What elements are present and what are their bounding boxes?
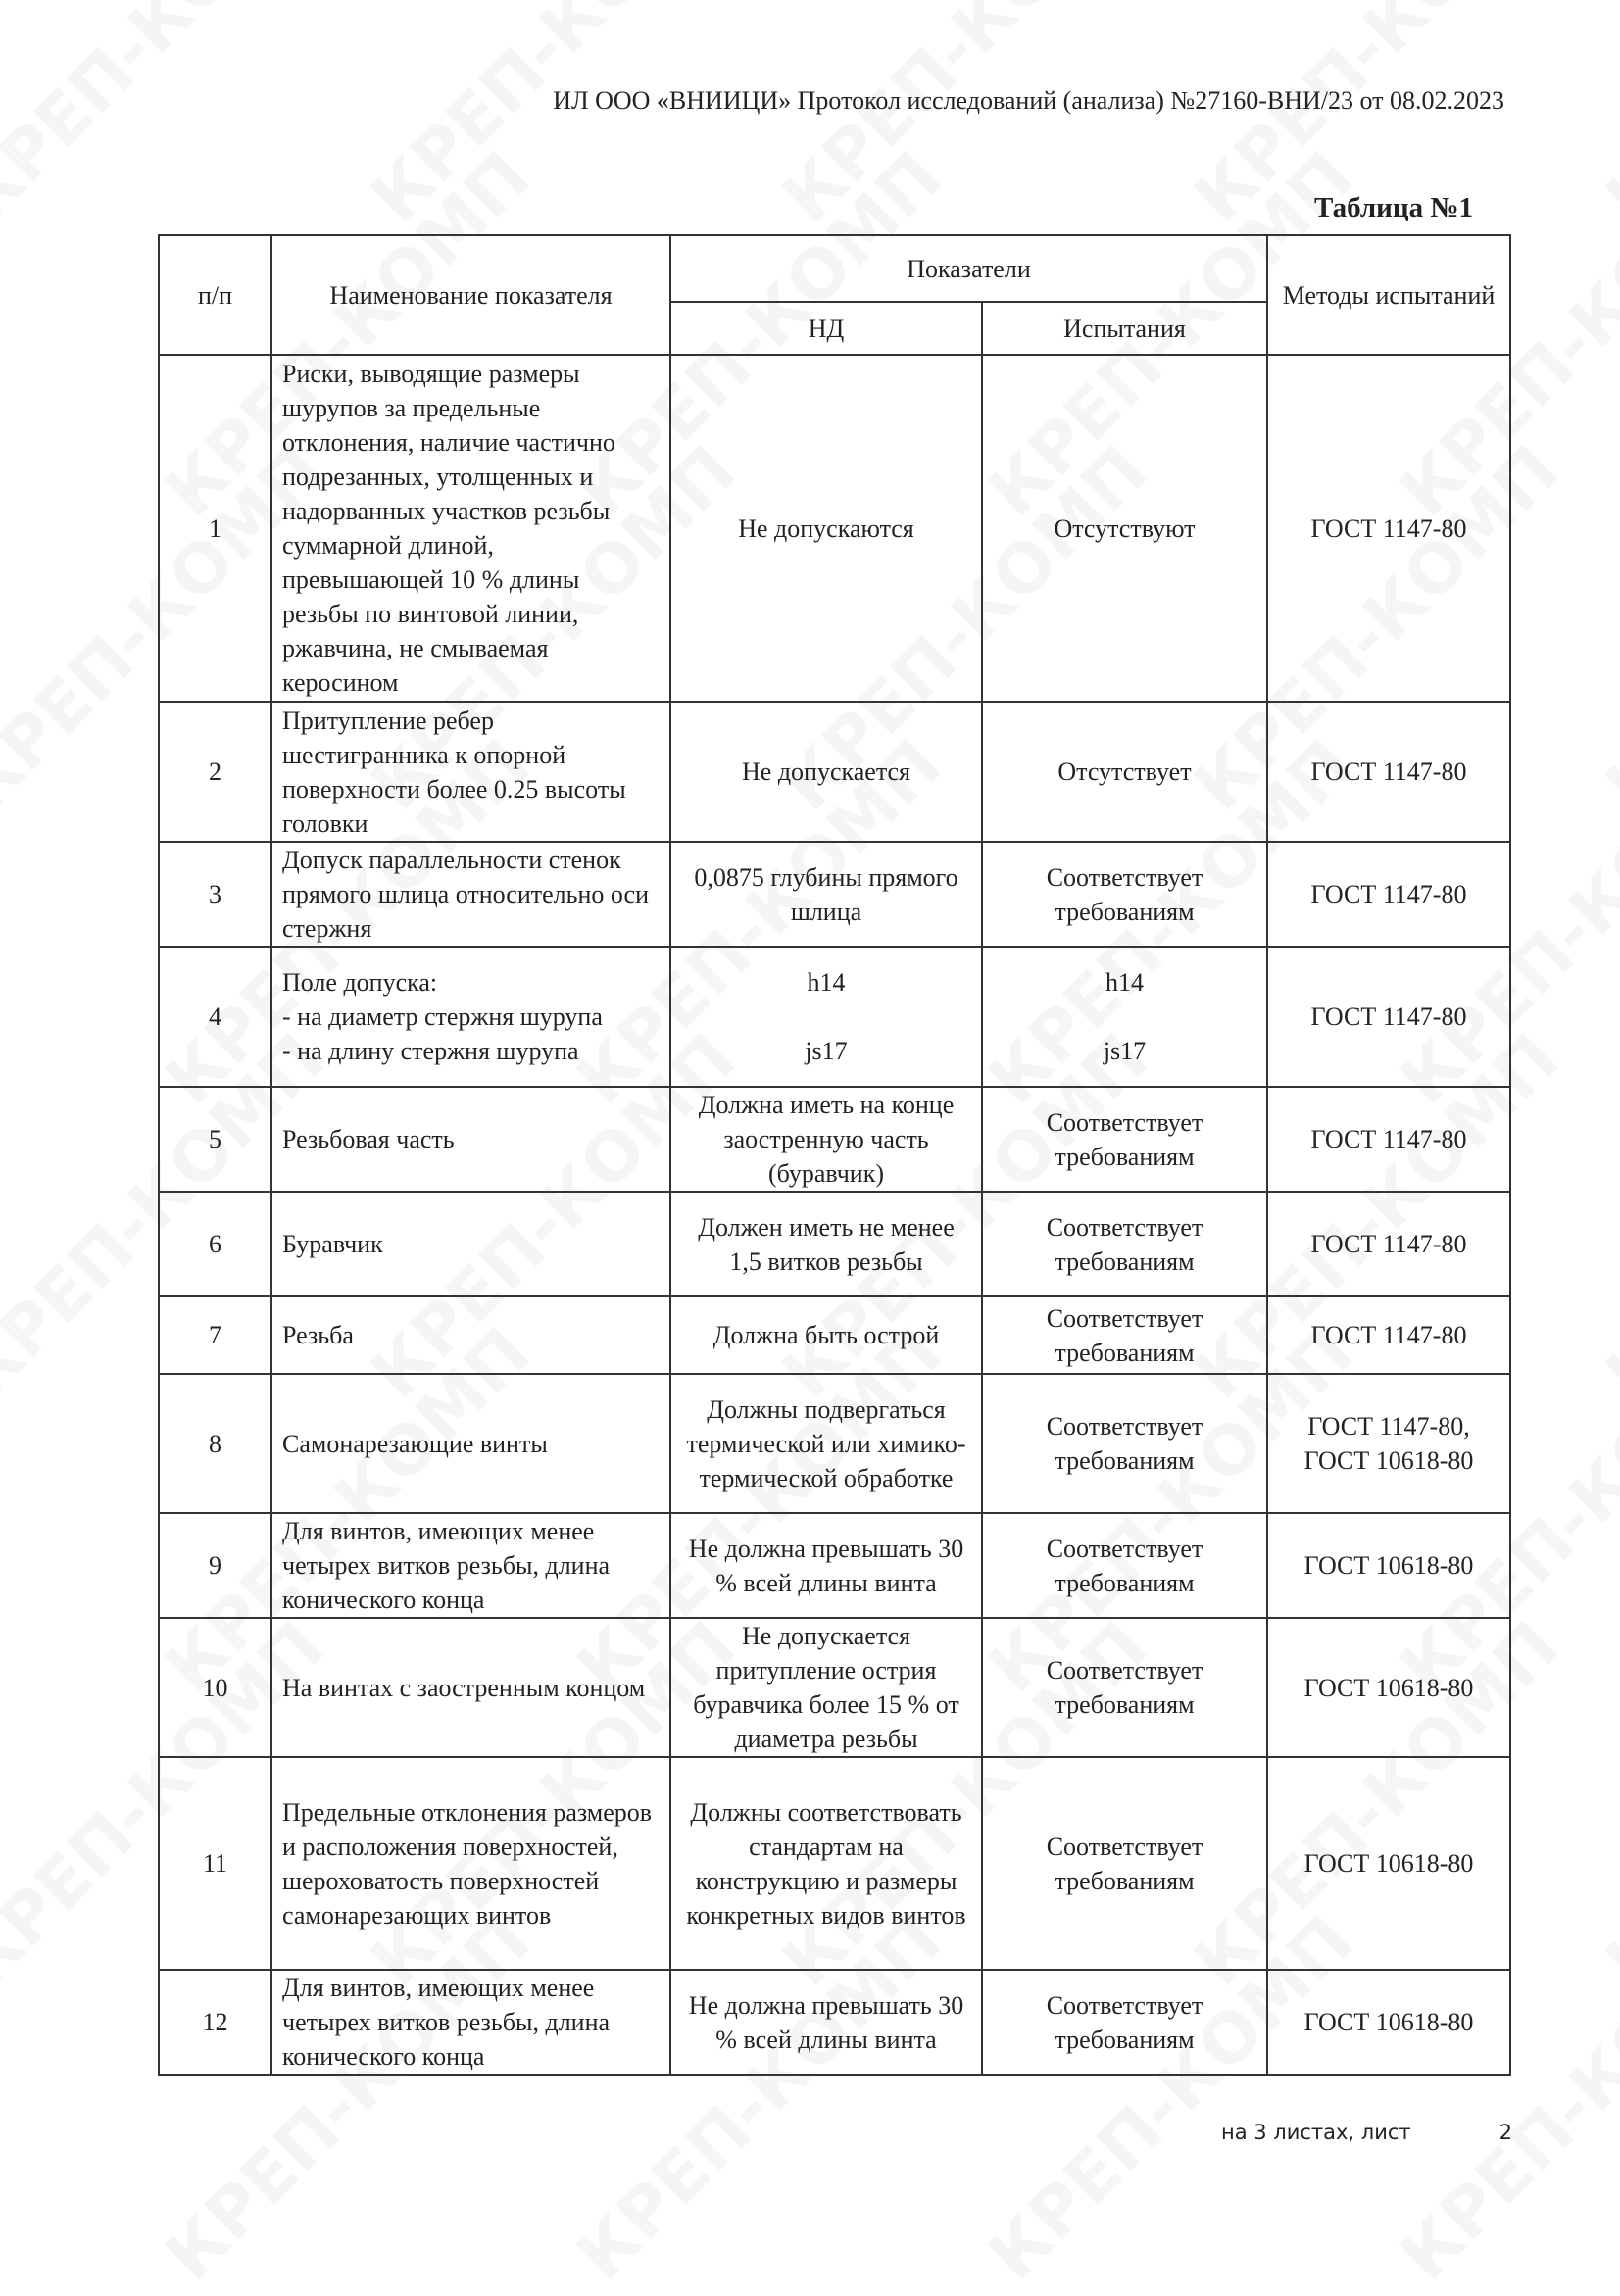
nd-value: Не допускаются: [670, 355, 982, 702]
indicator-name: Для винтов, имеющих менее четырех витков резьбы, длина конического конца: [271, 1513, 670, 1618]
table-row: [159, 1374, 1510, 1513]
row-number: 7: [159, 1296, 271, 1374]
row-number: 2: [159, 702, 271, 842]
page-footer: [1221, 2121, 1512, 2144]
test-result: Соответствует требованиям: [982, 1374, 1267, 1513]
table-row: [159, 842, 1510, 947]
header-methods: Методы испытаний: [1267, 235, 1510, 355]
watermark: [1591, 430, 1620, 826]
test-method: ГОСТ 1147-80, ГОСТ 10618-80: [1267, 1374, 1510, 1513]
test-result: Отсутствуют: [982, 355, 1267, 702]
indicator-name: Риски, выводящие размеры шурупов за предельные отклонения, наличие частично подрезанных, утолщенных и надорванных участков резьбы суммарной длиной, превышающей 10 % длины резьбы по винтовой линии, ржавчина, не смываемая керосином: [271, 355, 670, 702]
watermark: [767, 0, 1163, 238]
table-row: [159, 947, 1510, 1087]
test-result: h14 js17: [982, 947, 1267, 1087]
header-test: Испытания: [982, 302, 1267, 355]
test-result: Соответствует требованиям: [982, 1970, 1267, 2075]
indicator-name: Резьба: [271, 1296, 670, 1374]
indicator-name: Поле допуска: - на диаметр стержня шурупа - на длину стержня шурупа: [271, 947, 670, 1087]
row-number: 4: [159, 947, 271, 1087]
watermark: [1591, 0, 1620, 238]
header-name: Наименование показателя: [271, 235, 670, 355]
test-result: Соответствует требованиям: [982, 842, 1267, 947]
test-method: ГОСТ 1147-80: [1267, 702, 1510, 842]
indicator-name: Предельные отклонения размеров и расположения поверхностей, шероховатость поверхностей самонарезающих винтов: [271, 1757, 670, 1970]
test-result: Отсутствует: [982, 702, 1267, 842]
table-row: [159, 1757, 1510, 1970]
row-number: 11: [159, 1757, 271, 1970]
indicator-name: Допуск параллельности стенок прямого шлица относительно оси стержня: [271, 842, 670, 947]
indicator-name: Для винтов, имеющих менее четырех витков резьбы, длина конического конца: [271, 1970, 670, 2075]
indicator-name: На винтах с заостренным концом: [271, 1618, 670, 1757]
table-title: Таблица №1: [1314, 192, 1473, 223]
row-number: 5: [159, 1087, 271, 1192]
row-number: 1: [159, 355, 271, 702]
table-row: [159, 1618, 1510, 1757]
test-method: ГОСТ 1147-80: [1267, 1296, 1510, 1374]
table-row: [159, 1970, 1510, 2075]
indicator-name: Резьбовая часть: [271, 1087, 670, 1192]
nd-value: h14 js17: [670, 947, 982, 1087]
row-number: 3: [159, 842, 271, 947]
indicator-name: Самонарезающие винты: [271, 1374, 670, 1513]
test-method: ГОСТ 1147-80: [1267, 355, 1510, 702]
indicator-name: Притупление ребер шестигранника к опорной поверхности более 0.25 высоты головки: [271, 702, 670, 842]
nd-value: Должны соответствовать стандартам на конструкцию и размеры конкретных видов винтов: [670, 1757, 982, 1970]
test-result: Соответствует требованиям: [982, 1757, 1267, 1970]
test-result: Соответствует требованиям: [982, 1192, 1267, 1296]
page-number: 2: [1498, 2121, 1512, 2144]
table-row: [159, 1513, 1510, 1618]
nd-value: Должны подвергаться термической или химико-термической обработке: [670, 1374, 982, 1513]
header-indicators: Показатели: [670, 235, 1267, 302]
row-number: 8: [159, 1374, 271, 1513]
row-number: 6: [159, 1192, 271, 1296]
watermark: [356, 0, 752, 238]
sheets-label: на 3 листах, лист: [1220, 2121, 1411, 2144]
test-method: ГОСТ 1147-80: [1267, 842, 1510, 947]
test-method: ГОСТ 10618-80: [1267, 1513, 1510, 1618]
nd-value: 0,0875 глубины прямого шлица: [670, 842, 982, 947]
nd-value: Не допускается притупление острия буравчика более 15 % от диаметра резьбы: [670, 1618, 982, 1757]
test-method: ГОСТ 1147-80: [1267, 947, 1510, 1087]
row-number: 9: [159, 1513, 271, 1618]
test-result: Соответствует требованиям: [982, 1296, 1267, 1374]
table-row: [159, 1296, 1510, 1374]
nd-value: Не должна превышать 30 % всей длины винта: [670, 1970, 982, 2075]
table-row: [159, 702, 1510, 842]
test-method: ГОСТ 1147-80: [1267, 1087, 1510, 1192]
nd-value: Должен иметь не менее 1,5 витков резьбы: [670, 1192, 982, 1296]
test-method: ГОСТ 10618-80: [1267, 1970, 1510, 2075]
indicator-name: Буравчик: [271, 1192, 670, 1296]
row-number: 12: [159, 1970, 271, 2075]
watermark: [0, 0, 339, 238]
header-num: п/п: [159, 235, 271, 355]
test-method: ГОСТ 10618-80: [1267, 1757, 1510, 1970]
table-row: [159, 1192, 1510, 1296]
header-nd: НД: [670, 302, 982, 355]
document-header: ИЛ ООО «ВНИИЦИ» Протокол исследований (анализа) №27160-ВНИ/23 от 08.02.2023: [553, 86, 1504, 115]
row-number: 10: [159, 1618, 271, 1757]
test-result: Соответствует требованиям: [982, 1087, 1267, 1192]
nd-value: Должна иметь на конце заостренную часть (буравчик): [670, 1087, 982, 1192]
nd-value: Должна быть острой: [670, 1296, 982, 1374]
test-result: Соответствует требованиям: [982, 1513, 1267, 1618]
watermark: [1591, 1606, 1620, 2002]
test-method: ГОСТ 1147-80: [1267, 1192, 1510, 1296]
results-table: [158, 234, 1511, 2076]
table-row: [159, 1087, 1510, 1192]
nd-value: Не должна превышать 30 % всей длины винта: [670, 1513, 982, 1618]
test-method: ГОСТ 10618-80: [1267, 1618, 1510, 1757]
table-row: [159, 355, 1510, 702]
test-result: Соответствует требованиям: [982, 1618, 1267, 1757]
watermark: [1591, 1018, 1620, 1414]
nd-value: Не допускается: [670, 702, 982, 842]
